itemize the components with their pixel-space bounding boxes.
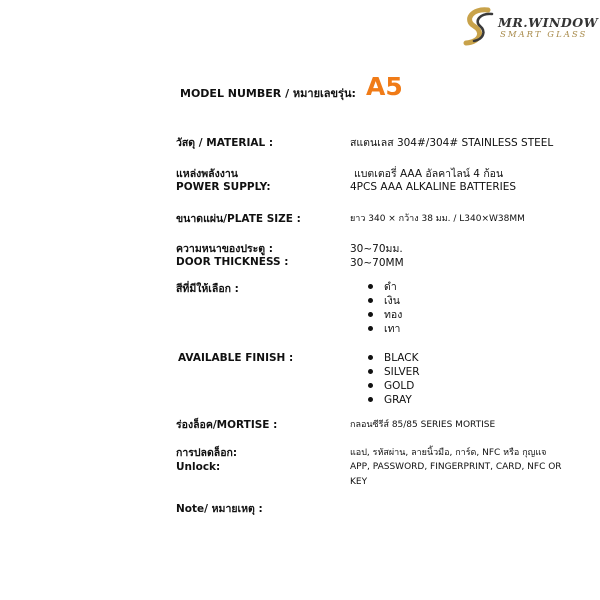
brand-name: MR.WINDOW <box>498 15 599 30</box>
model-number-value: A5 <box>366 72 403 101</box>
power-value-en: 4PCS AAA ALKALINE BATTERIES <box>350 181 517 193</box>
power-label-en: POWER SUPPLY: <box>176 181 271 193</box>
bullet-icon <box>368 397 373 402</box>
color-option-th: เทา <box>384 323 401 335</box>
unlock-value-th: แอป, รหัสผ่าน, ลายนิ้วมือ, การ์ด, NFC หรือ กุญแจ <box>350 448 547 458</box>
power-value-th: แบตเตอรี่ AAA อัลคาไลน์ 4 ก้อน <box>354 168 504 180</box>
list-item <box>366 294 402 308</box>
list-item <box>366 308 402 322</box>
list-item <box>366 393 420 407</box>
bullet-icon <box>368 369 373 374</box>
material-label: วัสดุ / MATERIAL : <box>176 137 274 149</box>
color-option-th: ทอง <box>384 309 403 321</box>
list-item <box>366 365 420 379</box>
unlock-value-en-line1: APP, PASSWORD, FINGERPRINT, CARD, NFC OR <box>350 462 562 472</box>
bullet-icon <box>368 326 373 331</box>
bullet-icon <box>368 355 373 360</box>
available-finish-label: AVAILABLE FINISH : <box>178 352 294 364</box>
plate-size-label: ขนาดแผ่น/PLATE SIZE : <box>176 213 301 225</box>
list-item <box>366 351 420 365</box>
unlock-label-th: การปลดล็อก: <box>176 447 238 459</box>
finish-option: BLACK <box>384 352 419 364</box>
colors-list-th <box>366 280 402 336</box>
model-number-label: MODEL NUMBER / หมายเลขรุ่น: <box>180 87 356 100</box>
bullet-icon <box>368 298 373 303</box>
note-label: Note/ หมายเหตุ : <box>176 503 263 515</box>
material-value: สแตนเลส 304#/304# STAINLESS STEEL <box>350 137 554 149</box>
unlock-value-en-line2: KEY <box>350 477 368 487</box>
finish-option: GRAY <box>384 394 412 406</box>
door-thickness-value-en: 30~70MM <box>350 257 404 269</box>
plate-size-value: ยาว 340 × กว้าง 38 มม. / L340×W38MM <box>350 214 525 224</box>
mortise-label: ร่องล็อค/MORTISE : <box>176 419 278 431</box>
door-thickness-value-th: 30~70มม. <box>350 243 403 255</box>
finish-option: SILVER <box>384 366 420 378</box>
color-option-th: ดำ <box>384 281 397 293</box>
list-item <box>366 280 402 294</box>
color-option-th: เงิน <box>384 295 400 307</box>
brand-tagline: SMART GLASS <box>500 30 588 40</box>
power-label-th: แหล่งพลังงาน <box>176 168 238 180</box>
door-thickness-label-th: ความหนาของประตู : <box>176 243 273 255</box>
bullet-icon <box>368 284 373 289</box>
finish-list <box>366 351 420 407</box>
unlock-label-en: Unlock: <box>176 461 221 473</box>
colors-label-th: สีที่มีให้เลือก : <box>176 283 239 295</box>
mortise-value: กลอนซีรีส์ 85/85 SERIES MORTISE <box>350 420 496 430</box>
finish-option: GOLD <box>384 380 415 392</box>
door-thickness-label-en: DOOR THICKNESS : <box>176 256 289 268</box>
list-item <box>366 379 420 393</box>
gold-swirl-logo-icon <box>458 6 502 46</box>
bullet-icon <box>368 312 373 317</box>
brand-logo <box>458 6 598 46</box>
bullet-icon <box>368 383 373 388</box>
list-item <box>366 322 402 336</box>
